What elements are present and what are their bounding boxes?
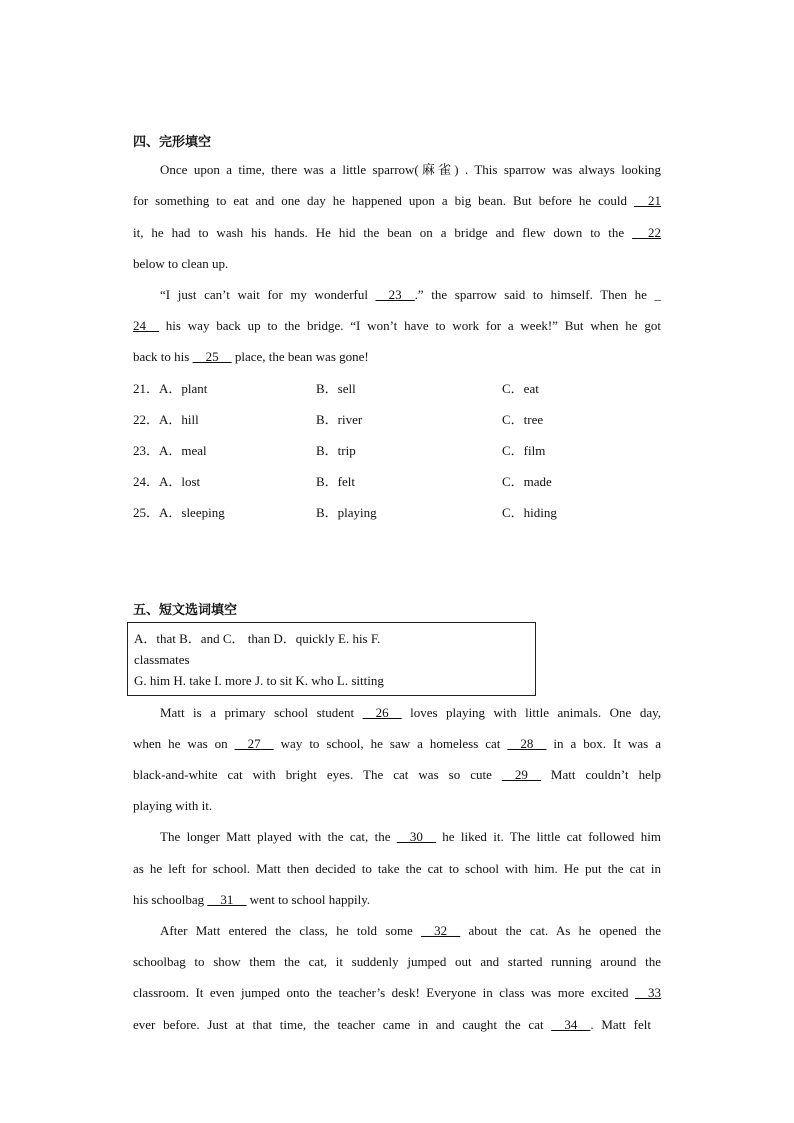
- passage-line: as he left for school. Matt then decided to take the cat to school with him. He put the cat in: [133, 861, 661, 876]
- passage-line: for something to eat and one day he happened upon a big bean. But before he could 21: [133, 193, 662, 208]
- blank-32[interactable]: __32__: [421, 923, 461, 938]
- passage-line: it, he had to wash his hands. He hid the bean on a bridge and flew down to the 22: [133, 225, 661, 240]
- blank-24[interactable]: 24__: [133, 318, 159, 333]
- passage-line: back to his __25__ place, the bean was gone!: [133, 349, 369, 364]
- option-23-b[interactable]: B．trip: [316, 443, 356, 458]
- blank-26[interactable]: __26__: [362, 705, 402, 720]
- passage-line: his schoolbag __31__ went to school happily.: [133, 892, 371, 907]
- option-24-b[interactable]: B．felt: [316, 474, 355, 489]
- blank-34[interactable]: __34__: [551, 1017, 591, 1032]
- passage-line: when he was on __27__ way to school, he saw a homeless cat __28__ in a box. It was a: [133, 736, 661, 751]
- word-bank-box: [127, 622, 536, 696]
- section-4-heading: 四、完形填空: [133, 135, 212, 150]
- passage-line: Once upon a time, there was a little sparrow(麻雀) . This sparrow was always looking: [160, 162, 661, 177]
- word-bank-line: classmates: [134, 652, 190, 667]
- blank-25[interactable]: __25__: [192, 349, 232, 364]
- blank-30[interactable]: __30__: [396, 829, 436, 844]
- option-22-c[interactable]: C．tree: [502, 412, 544, 427]
- blank-28[interactable]: __28__: [507, 736, 547, 751]
- option-25-c[interactable]: C．hiding: [502, 505, 557, 520]
- section-5-heading: 五、短文选词填空: [133, 603, 238, 618]
- blank-31[interactable]: __31__: [207, 892, 247, 907]
- option-21-c[interactable]: C．eat: [502, 381, 539, 396]
- passage-line: playing with it.: [133, 798, 213, 813]
- blank-23[interactable]: __23__: [375, 287, 415, 302]
- option-24-c[interactable]: C．made: [502, 474, 552, 489]
- passage-line: Matt is a primary school student __26__ loves playing with little animals. One day,: [160, 705, 661, 720]
- option-21-b[interactable]: B．sell: [316, 381, 356, 396]
- blank-27[interactable]: __27__: [234, 736, 274, 751]
- option-23-c[interactable]: C．film: [502, 443, 546, 458]
- passage-line: After Matt entered the class, he told some __32__ about the cat. As he opened the: [160, 923, 661, 938]
- passage-line: classroom. It even jumped onto the teacher’s desk! Everyone in class was more excited __33: [133, 985, 661, 1000]
- word-bank-line: G. him H. take I. more J. to sit K. who L. sitting: [134, 673, 384, 688]
- option-25-b[interactable]: B．playing: [316, 505, 377, 520]
- option-21-a[interactable]: 21．A．plant: [133, 381, 208, 396]
- blank-22[interactable]: 22: [632, 225, 661, 240]
- passage-line: black-and-white cat with bright eyes. The cat was so cute __29__ Matt couldn’t help: [133, 767, 661, 782]
- option-24-a[interactable]: 24．A．lost: [133, 474, 201, 489]
- option-23-a[interactable]: 23．A．meal: [133, 443, 207, 458]
- passage-line: “I just can’t wait for my wonderful __23__.” the sparrow said to himself. Then he _: [160, 287, 661, 302]
- passage-line: 24__ his way back up to the bridge. “I won’t have to work for a week!” But when he got: [133, 318, 661, 333]
- word-bank-line: A．that B．and C． than D．quickly E. his F.: [134, 631, 381, 646]
- option-25-a[interactable]: 25．A．sleeping: [133, 505, 225, 520]
- option-22-b[interactable]: B．river: [316, 412, 363, 427]
- blank-21[interactable]: 21: [634, 193, 662, 208]
- passage-line: ever before. Just at that time, the teacher came in and caught the cat __34__. Matt felt: [133, 1017, 651, 1032]
- option-22-a[interactable]: 22．A．hill: [133, 412, 199, 427]
- blank-29[interactable]: __29__: [501, 767, 541, 782]
- passage-line: below to clean up.: [133, 256, 229, 271]
- blank-33[interactable]: __33: [635, 985, 661, 1000]
- passage-line: schoolbag to show them the cat, it suddenly jumped out and started running around the: [133, 954, 661, 969]
- passage-line: The longer Matt played with the cat, the __30__ he liked it. The little cat followed him: [160, 829, 661, 844]
